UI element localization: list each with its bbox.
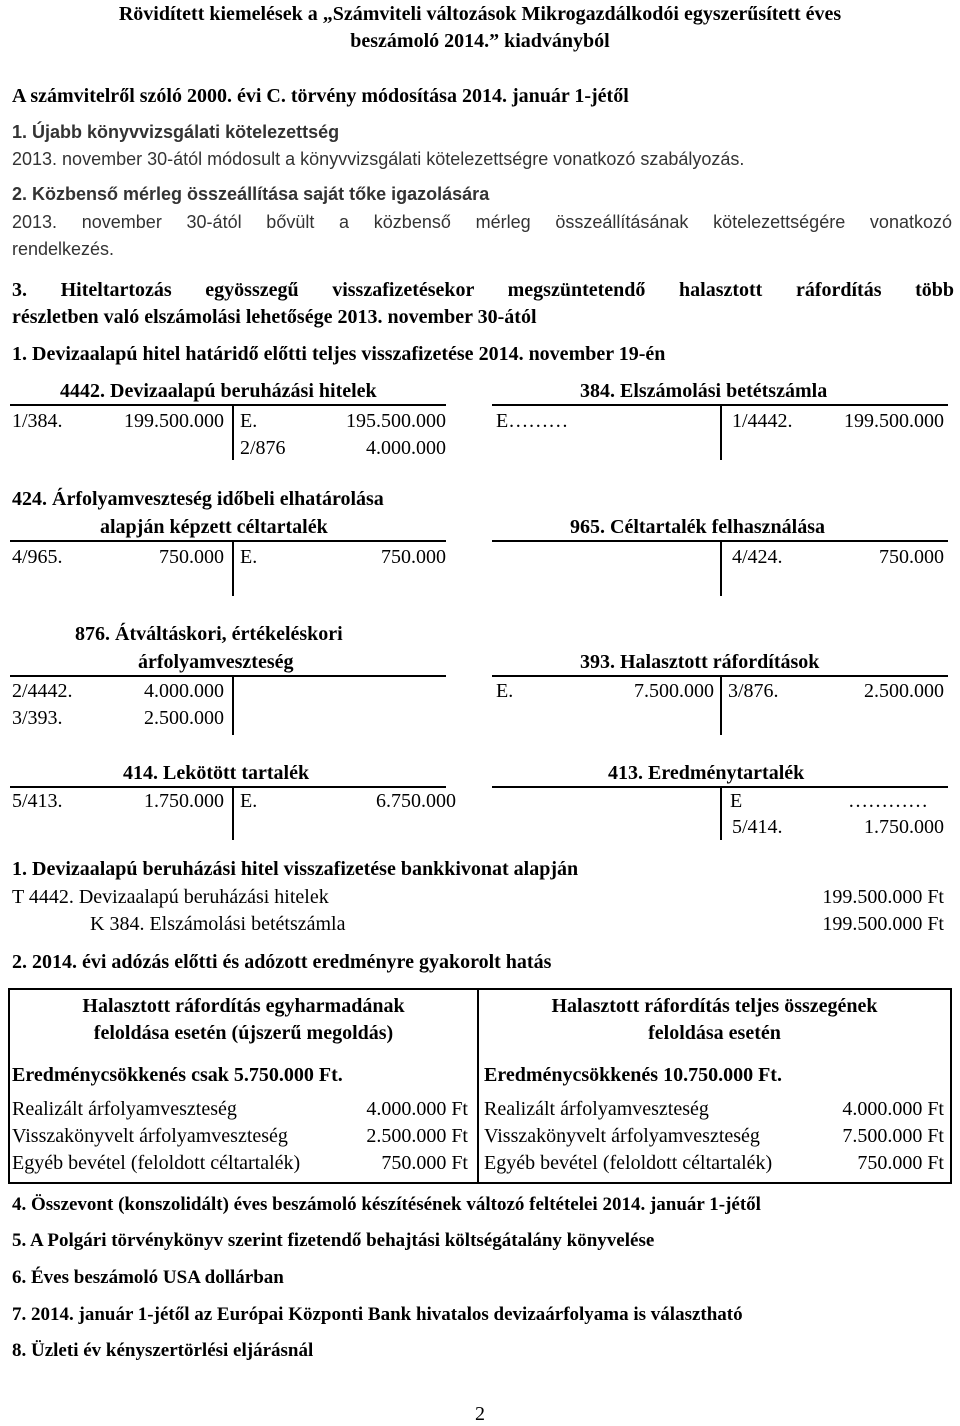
debit-ref: 1/384. (12, 410, 63, 432)
left-result: Eredménycsökkenés csak 5.750.000 Ft. (12, 1064, 343, 1086)
list-item: 4. Összevont (konszolidált) éves beszámoló készítésének változó feltételei 2014. január 1-jétől (12, 1194, 761, 1215)
page-number: 2 (475, 1403, 485, 1425)
section-2-text-2: rendelkezés. (12, 239, 115, 259)
t-account-divider (720, 675, 722, 735)
section-1-text: 2013. november 30-ától módosult a könyvvizsgálati kötelezettségre vonatkozó szabályozás. (12, 149, 745, 169)
debit-ref: 2/4442. (12, 680, 73, 702)
credit-amount: 6.750.000 (376, 790, 456, 812)
right-header: Halasztott ráfordítás teljes összegének (551, 995, 878, 1017)
debit-amount: 199.500.000 (124, 410, 224, 432)
account-title: alapján képzett céltartalék (100, 516, 328, 538)
debit-ref: 4/965. (12, 546, 63, 568)
credit-amount: 195.500.000 (346, 410, 446, 432)
table-border-right (950, 988, 952, 1184)
left-header: feloldása esetén (újszerű megoldás) (93, 1022, 394, 1044)
credit-ref: E. (240, 790, 258, 812)
debit-ref: 5/413. (12, 790, 63, 812)
left-row-label: Visszakönyvelt árfolyamveszteség (12, 1125, 288, 1147)
credit-ref: E. (240, 410, 258, 432)
credit-ref: 2/876 (240, 437, 286, 459)
right-row-amount: 750.000 Ft (857, 1152, 944, 1174)
left-header: Halasztott ráfordítás egyharmadának (82, 995, 405, 1017)
account-title: 413. Eredménytartalék (608, 762, 805, 784)
debit-ref: 3/393. (12, 707, 63, 729)
credit-amount: 4.000.000 (366, 437, 446, 459)
account-title: 4442. Devizaalapú beruházási hitelek (60, 380, 377, 402)
section-2b-title: 2. 2014. évi adózás előtti és adózott eredményre gyakorolt hatás (12, 951, 552, 973)
left-row-label: Realizált árfolyamveszteség (12, 1098, 237, 1120)
entry-debit: T 4442. Devizaalapú beruházási hitelek (12, 886, 329, 908)
list-item: 6. Éves beszámoló USA dollárban (12, 1267, 284, 1288)
entry-debit-amount: 199.500.000 Ft (822, 886, 944, 908)
credit-dots: ………… (848, 790, 928, 812)
right-row-label: Visszakönyvelt árfolyamveszteség (484, 1125, 760, 1147)
credit-ref: 3/876. (728, 680, 779, 702)
entry-title: 1. Devizaalapú beruházási hitel visszafizetése bankkivonat alapján (12, 858, 579, 880)
debit-amount: 1.750.000 (144, 790, 224, 812)
account-title: 414. Lekötött tartalék (123, 762, 310, 784)
t-account-divider (232, 675, 234, 735)
right-row-label: Realizált árfolyamveszteség (484, 1098, 709, 1120)
credit-amount: 2.500.000 (864, 680, 944, 702)
credit-amount: 1.750.000 (864, 816, 944, 838)
right-result: Eredménycsökkenés 10.750.000 Ft. (484, 1064, 782, 1086)
debit-ref: E……… (496, 410, 569, 432)
t-account-divider (232, 404, 234, 460)
table-border-bottom (8, 1182, 952, 1184)
left-row-amount: 750.000 Ft (381, 1152, 468, 1174)
sub-1-title: 1. Devizaalapú hitel határidő előtti teljes visszafizetése 2014. november 19-én (12, 343, 666, 365)
entry-credit: K 384. Elszámolási betétszámla (90, 913, 346, 935)
debit-ref: E. (496, 680, 514, 702)
account-title: 384. Elszámolási betétszámla (580, 380, 828, 402)
credit-amount: 750.000 (879, 546, 944, 568)
credit-ref: 5/414. (732, 816, 783, 838)
section-3-title-1: 3. Hiteltartozás egyösszegű visszafizetésekor megszüntetendő halasztott ráfordítás több (12, 279, 954, 301)
debit-amount: 7.500.000 (634, 680, 714, 702)
credit-ref: 1/4442. (732, 410, 793, 432)
t-account-top-line (10, 404, 446, 406)
section-2-text-1: 2013. november 30-ától bővült a közbenső mérleg összeállításának kötelezettségére vonatkozó (12, 212, 952, 232)
right-header: feloldása esetén (648, 1022, 781, 1044)
t-account-divider (720, 404, 722, 460)
account-title: 424. Árfolyamveszteség időbeli elhatárolása (12, 488, 384, 510)
header-line-2: beszámoló 2014.” kiadványból (350, 30, 610, 52)
list-item: 7. 2014. január 1-jétől az Európai Központi Bank hivatalos devizaárfolyama is választható (12, 1304, 743, 1325)
table-border-top (8, 988, 952, 990)
t-account-divider (720, 540, 722, 596)
account-title: 393. Halasztott ráfordítások (580, 651, 820, 673)
entry-credit-amount: 199.500.000 Ft (822, 913, 944, 935)
credit-amount: 199.500.000 (844, 410, 944, 432)
t-account-top-line (10, 675, 446, 677)
t-account-divider (720, 786, 722, 840)
credit-ref: 4/424. (732, 546, 783, 568)
left-row-amount: 4.000.000 Ft (366, 1098, 468, 1120)
section-2-title: 2. Közbenső mérleg összeállítása saját tőke igazolására (12, 184, 490, 204)
debit-amount: 2.500.000 (144, 707, 224, 729)
left-row-amount: 2.500.000 Ft (366, 1125, 468, 1147)
right-row-amount: 4.000.000 Ft (842, 1098, 944, 1120)
left-row-label: Egyéb bevétel (feloldott céltartalék) (12, 1152, 301, 1174)
right-row-amount: 7.500.000 Ft (842, 1125, 944, 1147)
law-title: A számvitelről szóló 2000. évi C. törvény módosítása 2014. január 1-jétől (12, 85, 629, 107)
account-title: árfolyamveszteség (138, 651, 294, 673)
section-3-title-2: részletben való elszámolási lehetősége 2013. november 30-ától (12, 306, 537, 328)
credit-amount: 750.000 (381, 546, 446, 568)
section-1-title: 1. Újabb könyvvizsgálati kötelezettség (12, 122, 340, 142)
account-title: 965. Céltartalék felhasználása (570, 516, 825, 538)
t-account-top-line (10, 786, 446, 788)
list-item: 8. Üzleti év kényszertörlési eljárásnál (12, 1340, 314, 1361)
right-row-label: Egyéb bevétel (feloldott céltartalék) (484, 1152, 773, 1174)
credit-ref: E. (240, 546, 258, 568)
account-title: 876. Átváltáskori, értékeléskori (75, 623, 343, 645)
t-account-divider (232, 540, 234, 596)
credit-ref: E (730, 790, 743, 812)
t-account-divider (232, 786, 234, 840)
debit-amount: 750.000 (159, 546, 224, 568)
header-line-1: Rövidített kiemelések a „Számviteli változások Mikrogazdálkodói egyszerűsített éves (118, 3, 842, 25)
debit-amount: 4.000.000 (144, 680, 224, 702)
t-account-top-line (10, 540, 446, 542)
list-item: 5. A Polgári törvénykönyv szerint fizetendő behajtási költségátalány könyvelése (12, 1230, 655, 1251)
